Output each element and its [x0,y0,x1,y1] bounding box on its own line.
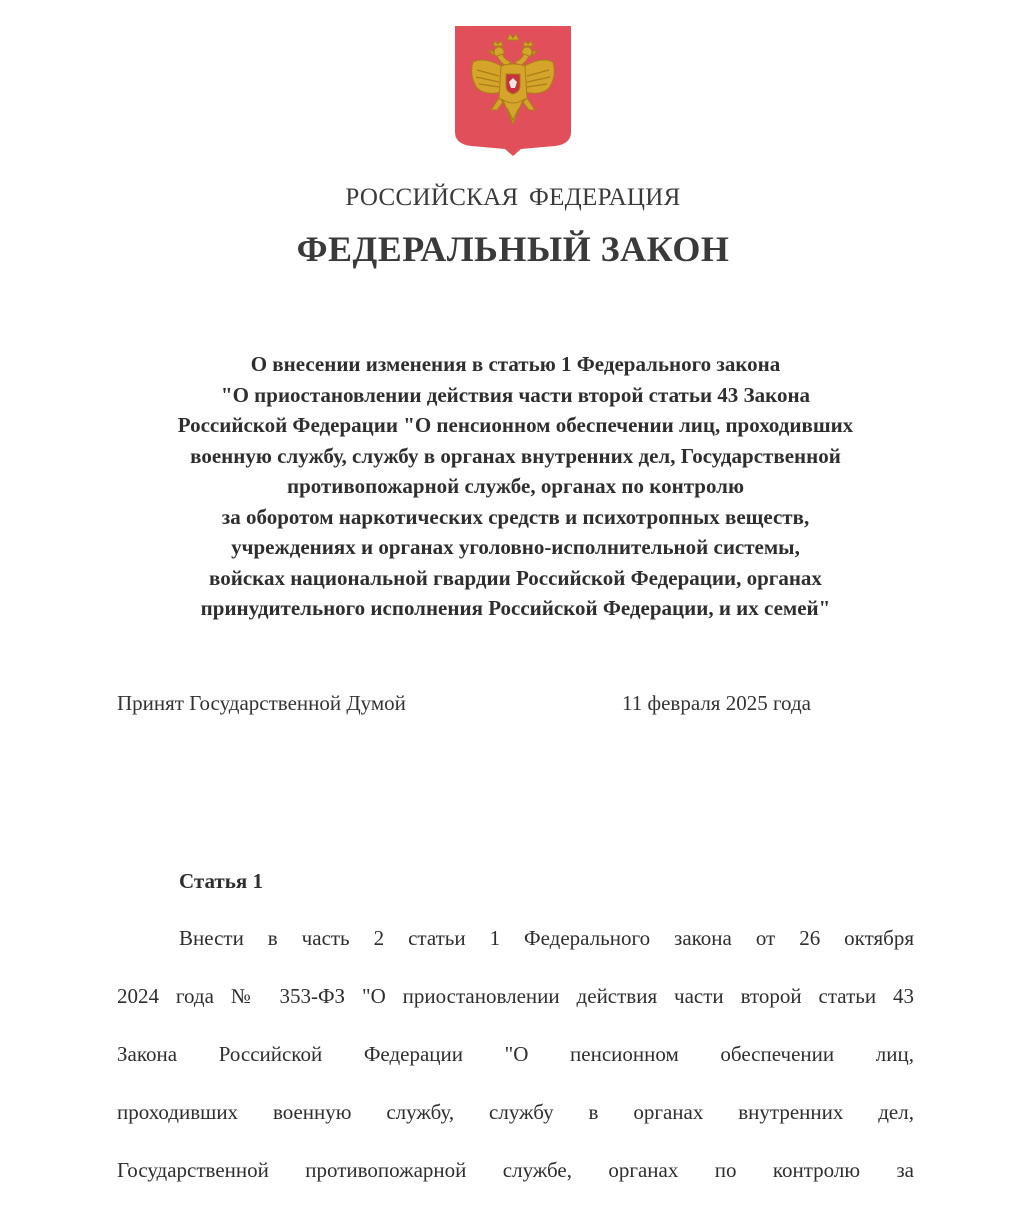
law-title-line: противопожарной службе, органах по контролю [286,474,744,498]
article-body [117,924,914,1214]
adoption-date: 11 февраля 2025 года [622,691,811,715]
law-title-line: Российской Федерации "О пенсионном обеспечении лиц, проходивших [177,413,854,437]
article-line: Государственной противопожарной службе, органах по контролю за [117,1158,914,1182]
law-title-line: принудительного исполнения Российской Федерации, и их семей" [200,596,831,620]
law-title-line: учреждениях и органах уголовно-исполнительной системы, [231,535,800,559]
law-title [0,349,1031,624]
article-heading: Статья 1 [179,869,263,893]
country-name: РОССИЙСКАЯ ФЕДЕРАЦИЯ [345,184,681,211]
law-title-line: "О приостановлении действия части второй статьи 43 Закона [220,382,811,407]
law-title-line: военную службу, службу в органах внутренних дел, Государственной [190,443,841,468]
law-title-line: за оборотом наркотических средств и психотропных веществ, [221,504,810,529]
article-line: 2024 года № 353-ФЗ "О приостановлении действия части второй статьи 43 [117,984,914,1008]
law-title-line: войсках национальной гвардии Российской Федерации, органах [209,565,822,590]
article-line: проходивших военную службу, службу в органах внутренних дел, [117,1100,914,1124]
document-type: ФЕДЕРАЛЬНЫЙ ЗАКОН [296,229,730,269]
coat-of-arms-icon [455,26,571,156]
law-title-line: О внесении изменения в статью 1 Федерального закона [250,352,781,376]
article-line: Внести в часть 2 статьи 1 Федерального закона от 26 октября [179,926,914,950]
adopted-by: Принят Государственной Думой [117,691,406,715]
article-line: Закона Российской Федерации "О пенсионном обеспечении лиц, [117,1042,914,1066]
